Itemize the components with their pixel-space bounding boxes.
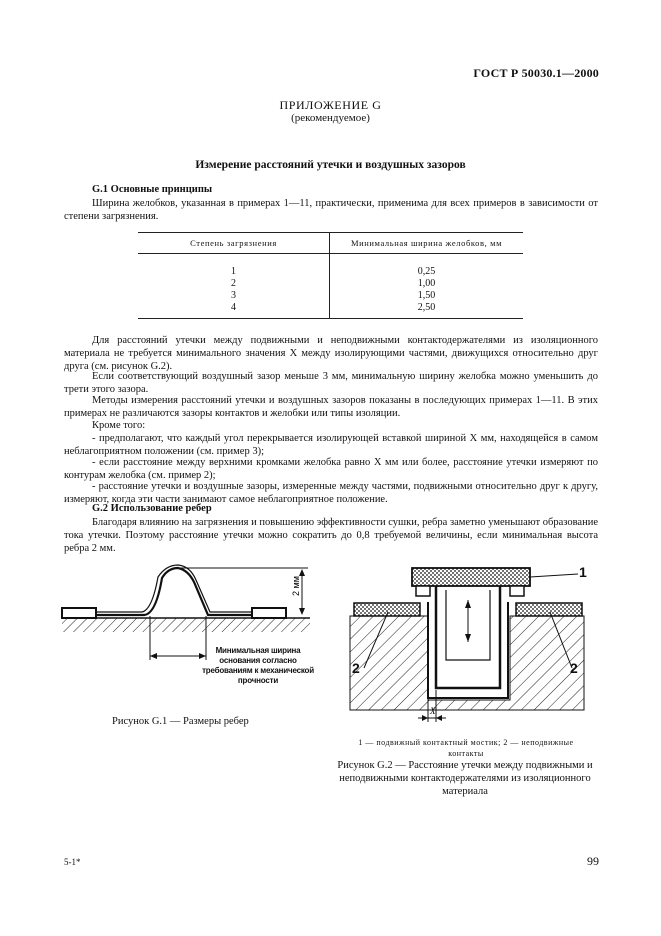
label-2-left: 2 <box>352 660 360 676</box>
table-cell: 2,50 <box>417 302 436 313</box>
insulating-body <box>350 616 584 710</box>
paragraph: Если соответствующий воздушный зазор меньше 3 мм, минимальную ширину желобка можно уменьшить до трети этого зазора. <box>64 371 598 395</box>
g2-text: Благодаря влиянию на загрязнения и повышению эффективности сушки, ребра заметно уменьшают образование тока утечки. Поэтому расстояние утечки можно сократить до 0,8 требуемой величины, если минимальная высота ребра 2 мм. <box>64 517 598 554</box>
left-electrode <box>62 608 96 618</box>
table-cell: 2 <box>231 278 236 289</box>
footer-mark: 5-1* <box>64 857 81 867</box>
appendix-status: (рекомендуемое) <box>291 112 370 124</box>
rib-outer <box>96 568 252 615</box>
height-label: 2 мм <box>291 576 301 596</box>
fig2-legend: 1 — подвижный контактный мостик; 2 — неподвижные контакты <box>358 738 574 758</box>
right-electrode <box>252 608 286 618</box>
rib-inner <box>96 565 252 612</box>
table-degrees <box>138 254 330 319</box>
paragraph: - предполагают, что каждый угол перекрывается изолирующей вставкой шириной X мм, находящейся в самом неблагоприятном положении (см. пример 3); <box>64 433 598 457</box>
section-title: Измерение расстояний утечки и воздушных зазоров <box>195 159 466 171</box>
fig1-annotation: Минимальная ширина основания согласно требованиям к механической прочности <box>202 646 314 685</box>
page-number: 99 <box>587 854 599 868</box>
paragraph: Методы измерения расстояний утечки и воздушных зазоров показаны в последующих примерах 1—11. В этих примерах не различаются зазоры контактов и желобки или типы изоляции. <box>64 395 598 419</box>
label-1: 1 <box>579 564 587 580</box>
table-cell: 0,25 <box>417 266 436 277</box>
table-header-width: Минимальная ширина желобков, мм <box>330 233 524 254</box>
paragraph: - если расстояние между верхними кромками желобка равно X мм или более, расстояние утечки измеряют по контурам желобка (см. пример 2); <box>64 457 598 481</box>
table-cell: 3 <box>231 290 236 301</box>
base-hatching <box>62 618 310 632</box>
paragraph: Кроме того: <box>92 420 146 431</box>
table-cell: 1,00 <box>417 278 436 289</box>
table-cell: 4 <box>231 302 236 313</box>
standard-header: ГОСТ Р 50030.1—2000 <box>473 66 599 80</box>
x-dimension-label: X <box>430 706 436 716</box>
contact-holder-figure <box>340 560 596 732</box>
fig2-caption: Рисунок G.2 — Расстояние утечки между подвижными и неподвижными контактодержателями из изоляционного материала <box>337 760 593 797</box>
fixed-contact-right <box>516 603 582 616</box>
fig1-caption: Рисунок G.1 — Размеры ребер <box>112 716 249 727</box>
paragraph: - расстояние утечки и воздушные зазоры, измеренные между частями, подвижными относительно друг к другу, измеряют, когда эти части занимают самое неблагоприятное положение. <box>64 481 598 505</box>
table-header-degree: Степень загрязнения <box>138 233 330 254</box>
g2-heading: G.2 Использование ребер <box>92 503 212 514</box>
label-2-right: 2 <box>570 660 578 676</box>
g1-heading: G.1 Основные принципы <box>92 184 213 195</box>
moving-bridge <box>412 568 530 586</box>
table-cell: 1 <box>231 266 236 277</box>
paragraph: Для расстояний утечки между подвижными и неподвижными контактодержателями из изоляционного материала не требуется минимального значения X между изолирующими частями, движущихся относительно друг друга (см. рисунок G.2). <box>64 335 598 372</box>
g1-intro: Ширина желобков, указанная в примерах 1—11, практически, применима для всех примеров в зависимости от степени загрязнения. <box>64 198 598 222</box>
appendix-title: ПРИЛОЖЕНИЕ G <box>279 98 382 112</box>
table-cell: 1,50 <box>417 290 436 301</box>
table-widths <box>330 254 524 319</box>
pollution-table <box>138 232 523 319</box>
